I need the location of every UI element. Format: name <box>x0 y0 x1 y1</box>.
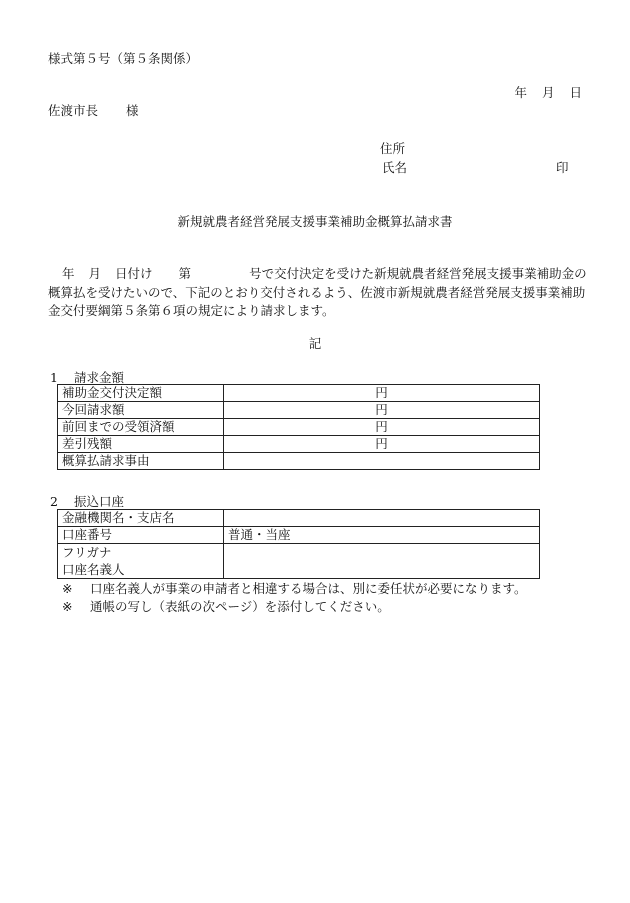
account-number-field[interactable]: 普通・当座 <box>224 527 540 544</box>
reason-field[interactable] <box>224 453 540 470</box>
bank-account-table <box>57 509 540 579</box>
notes <box>62 580 527 616</box>
table-row <box>58 385 540 402</box>
row-label: 差引残額 <box>58 436 224 453</box>
section-1-number: 1 <box>50 370 58 385</box>
table-row <box>58 544 540 579</box>
body-day: 日付け <box>115 266 153 281</box>
furigana-label: フリガナ <box>62 545 112 560</box>
note-text: 口座名義人が事業の申請者と相違する場合は、別に委任状が必要になります。 <box>90 581 527 596</box>
addressee-honorific: 様 <box>126 103 139 118</box>
applicant-address-label: 住所 <box>380 141 406 156</box>
amount-field[interactable]: 円 <box>224 419 540 436</box>
date-month: 月 <box>541 85 555 100</box>
amount-field[interactable]: 円 <box>224 436 540 453</box>
date-day: 日 <box>569 85 582 100</box>
table-row <box>58 527 540 544</box>
applicant-name-label: 氏名 <box>382 160 408 175</box>
section-2-number: 2 <box>50 494 58 509</box>
section-2-title: 振込口座 <box>74 494 125 509</box>
note-item <box>62 598 527 616</box>
table-row <box>58 436 540 453</box>
table-row <box>58 402 540 419</box>
section-1-title: 請求金額 <box>74 370 125 385</box>
row-label: 概算払請求事由 <box>58 453 224 470</box>
form-number: 様式第５号（第５条関係） <box>48 51 199 66</box>
row-label: 補助金交付決定額 <box>58 385 224 402</box>
note-mark: ※ <box>62 581 73 596</box>
row-label: 今回請求額 <box>58 402 224 419</box>
account-holder-label: 口座名義人 <box>62 562 125 577</box>
table-row <box>58 453 540 470</box>
ki-heading: 記 <box>308 336 322 351</box>
claim-amount-table <box>57 384 540 470</box>
body-no: 第 <box>178 266 192 281</box>
addressee <box>48 101 139 119</box>
note-item <box>62 580 527 598</box>
amount-field[interactable]: 円 <box>224 385 540 402</box>
account-holder-field[interactable] <box>224 544 540 579</box>
row-label <box>58 544 224 579</box>
note-text: 通帳の写し（表紙の次ページ）を添付してください。 <box>90 599 390 614</box>
row-label: 口座番号 <box>58 527 224 544</box>
table-row <box>58 510 540 527</box>
row-label: 金融機関名・支店名 <box>58 510 224 527</box>
table-row <box>58 419 540 436</box>
date-year: 年 <box>514 85 527 100</box>
body-rest: 号で交付決定を受けた新規就農者経営発展支援事業補助金の概算払を受けたいので、下記のとおり交付されるよう、佐渡市新規就農者経営発展支援事業補助金交付要綱第５条第６項の規定により請求します。 <box>48 266 587 318</box>
body-month: 月 <box>88 266 102 281</box>
addressee-name: 佐渡市長 <box>48 103 99 118</box>
request-body-text <box>48 265 588 321</box>
amount-field[interactable]: 円 <box>224 402 540 419</box>
document-title: 新規就農者経営発展支援事業補助金概算払請求書 <box>177 214 453 229</box>
row-label: 前回までの受領済額 <box>58 419 224 436</box>
date-line <box>499 83 582 101</box>
section-2-heading <box>50 492 124 510</box>
body-year: 年 <box>62 266 75 281</box>
bank-branch-field[interactable] <box>224 510 540 527</box>
seal-label: 印 <box>556 160 569 175</box>
note-mark: ※ <box>62 599 73 614</box>
